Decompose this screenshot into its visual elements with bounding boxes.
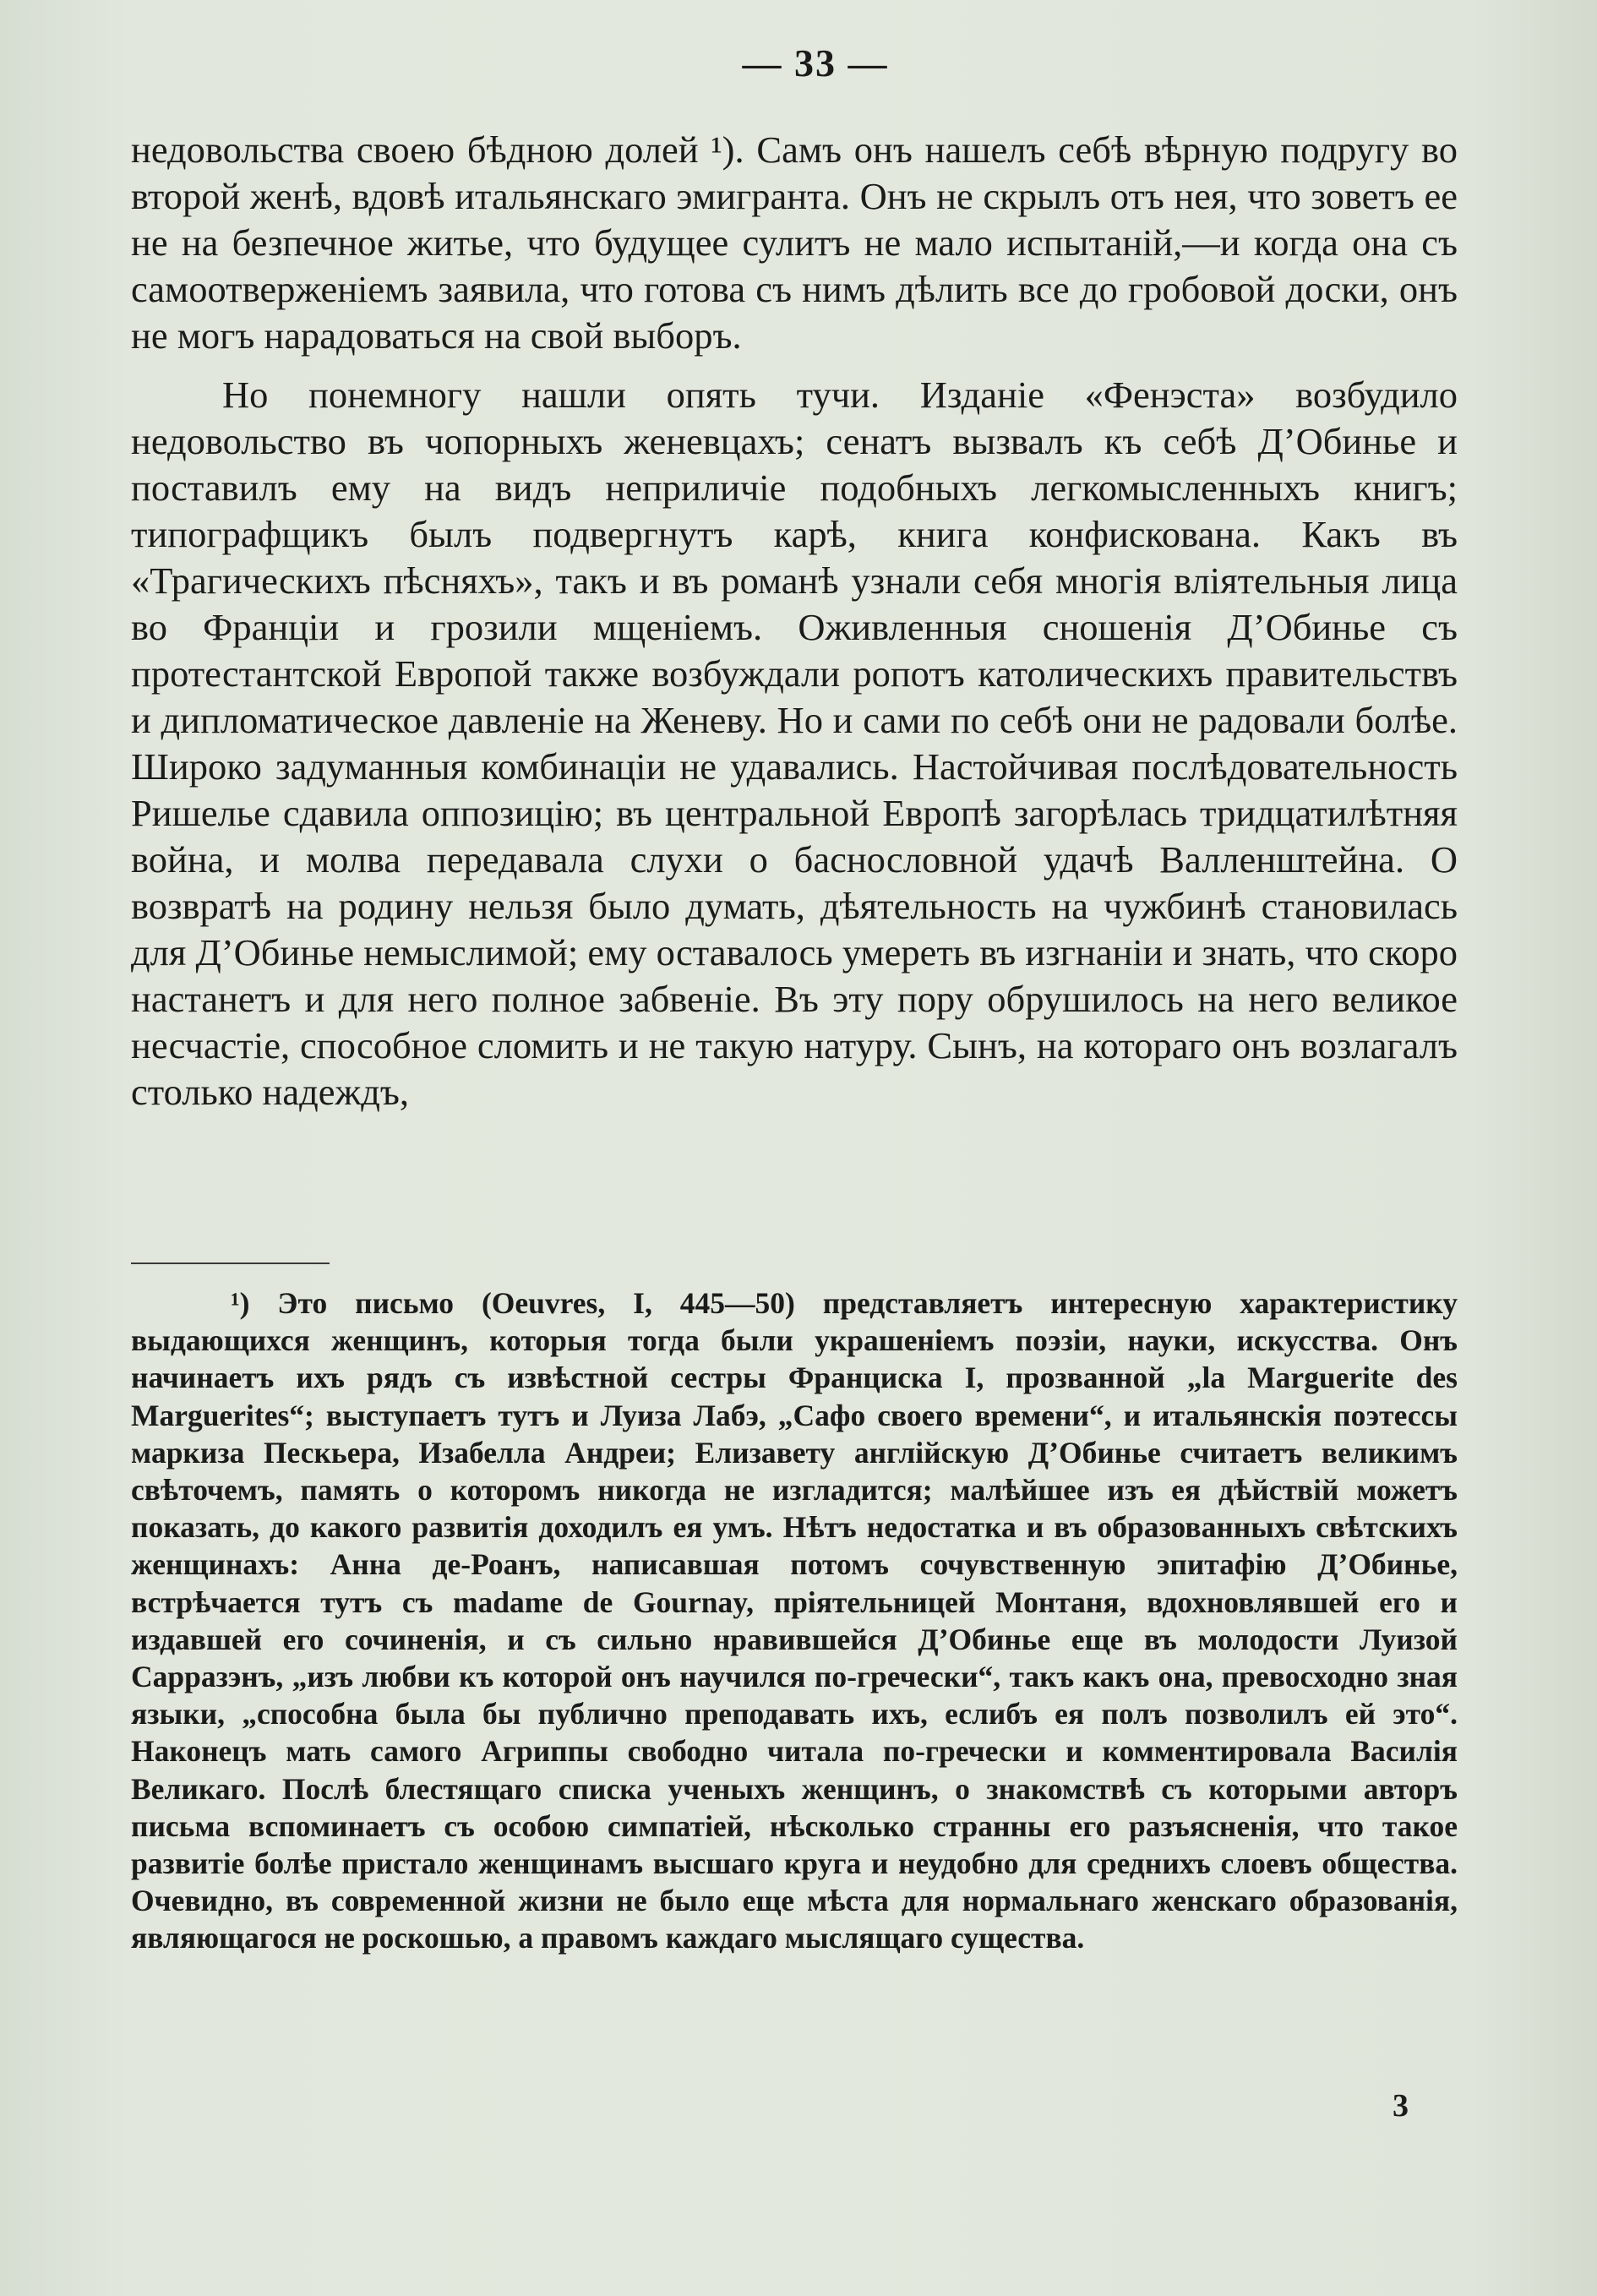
- signature-mark: 3: [1393, 2088, 1409, 2124]
- paragraph-2: Но понемногу нашли опять тучи. Изданіе «Фенэста» возбудило недовольство въ чопорныхъ женевцахъ; сенатъ вызвалъ къ себѣ Д’Обинье и поставилъ ему на видъ неприличіе подобныхъ легкомысленныхъ книгъ; типографщикъ былъ подвергнутъ карѣ, книга конфискована. Какъ въ «Трагическихъ пѣсняхъ», такъ и въ романѣ узнали себя многія вліятельныя лица во Франціи и грозили мщеніемъ. Оживленныя сношенія Д’Обинье съ протестантской Европой также возбуждали ропотъ католическихъ правительствъ и дипломатическое давленіе на Женеву. Но и сами по себѣ они не радовали болѣе. Широко задуманныя комбинаціи не удавались. Настойчивая послѣдовательность Ришелье сдавила оппозицію; въ центральной Европѣ загорѣлась тридцатилѣтняя война, и молва передавала слухи о баснословной удачѣ Валленштейна. О возвратѣ на родину нельзя было думать, дѣятельность на чужбинѣ становилась для Д’Обинье немыслимой; ему оставалось умереть въ изгнаніи и знать, что скоро настанетъ и для него полное забвеніе. Въ эту пору обрушилось на него великое несчастіе, способное сломить и не такую натуру. Сынъ, на котораго онъ возлагалъ столько надеждъ,: [131, 374, 1458, 1113]
- page-number: — 33 —: [742, 41, 889, 85]
- footnote-divider: [131, 1263, 330, 1264]
- footnote: ¹) Это письмо (Oeuvres, I, 445—50) представляетъ интересную характеристику выдающихся женщинъ, которыя тогда были украшеніемъ поэзіи, науки, искусства. Онъ начинаетъ ихъ рядъ съ извѣстной сестры Франциска I, прозванной „la Marguerite des Marguerites“; выступаетъ тутъ и Луиза Лабэ, „Сафо своего времени“, и итальянскія поэтессы маркиза Пескьера, Изабелла Андреи; Елизавету англійскую Д’Обинье считаетъ великимъ свѣточемъ, память о которомъ никогда не изгладится; малѣйшее изъ ея дѣйствій можетъ показать, до какого развитія доходилъ ея умъ. Нѣтъ недостатка и въ образованныхъ свѣтскихъ женщинахъ: Анна де-Роанъ, написавшая потомъ сочувственную эпитафію Д’Обинье, встрѣчается тутъ съ madame de Gournay, пріятельницей Монтаня, вдохновлявшей его и издавшей его сочиненія, и съ сильно нравившейся Д’Обинье еще въ молодости Луизой Сарразэнъ, „изъ любви къ которой онъ научился по-гречески“, такъ какъ она, превосходно зная языки, „способна была бы публично преподавать ихъ, еслибъ ея полъ позволилъ ей это“. Наконецъ мать самого Агриппы свободно читала по-гречески и комментировала Василія Великаго. Послѣ блестящаго списка ученыхъ женщинъ, о знакомствѣ съ которыми авторъ письма вспоминаетъ съ особою симпатіей, нѣсколько странны его разъясненія, что такое развитіе болѣе пристало женщинамъ высшаго круга и неудобно для среднихъ слоевъ общества. Очевидно, въ современной жизни не было еще мѣста для нормальнаго женскаго образованія, являющагося не роскошью, а правомъ каждаго мыслящаго существа.: [131, 1286, 1458, 1955]
- main-text: [131, 127, 1458, 1115]
- paragraph-1: недовольства своею бѣдною долей ¹). Самъ онъ нашелъ себѣ вѣрную подругу во второй женѣ, вдовѣ итальянскаго эмигранта. Онъ не скрылъ отъ нея, что зоветъ ее не на безпечное житье, что будущее сулитъ не мало испытаній,—и когда она съ самоотверженіемъ заявила, что готова съ нимъ дѣлить все до гробовой доски, онъ не могъ нарадоваться на свой выборъ.: [131, 128, 1458, 357]
